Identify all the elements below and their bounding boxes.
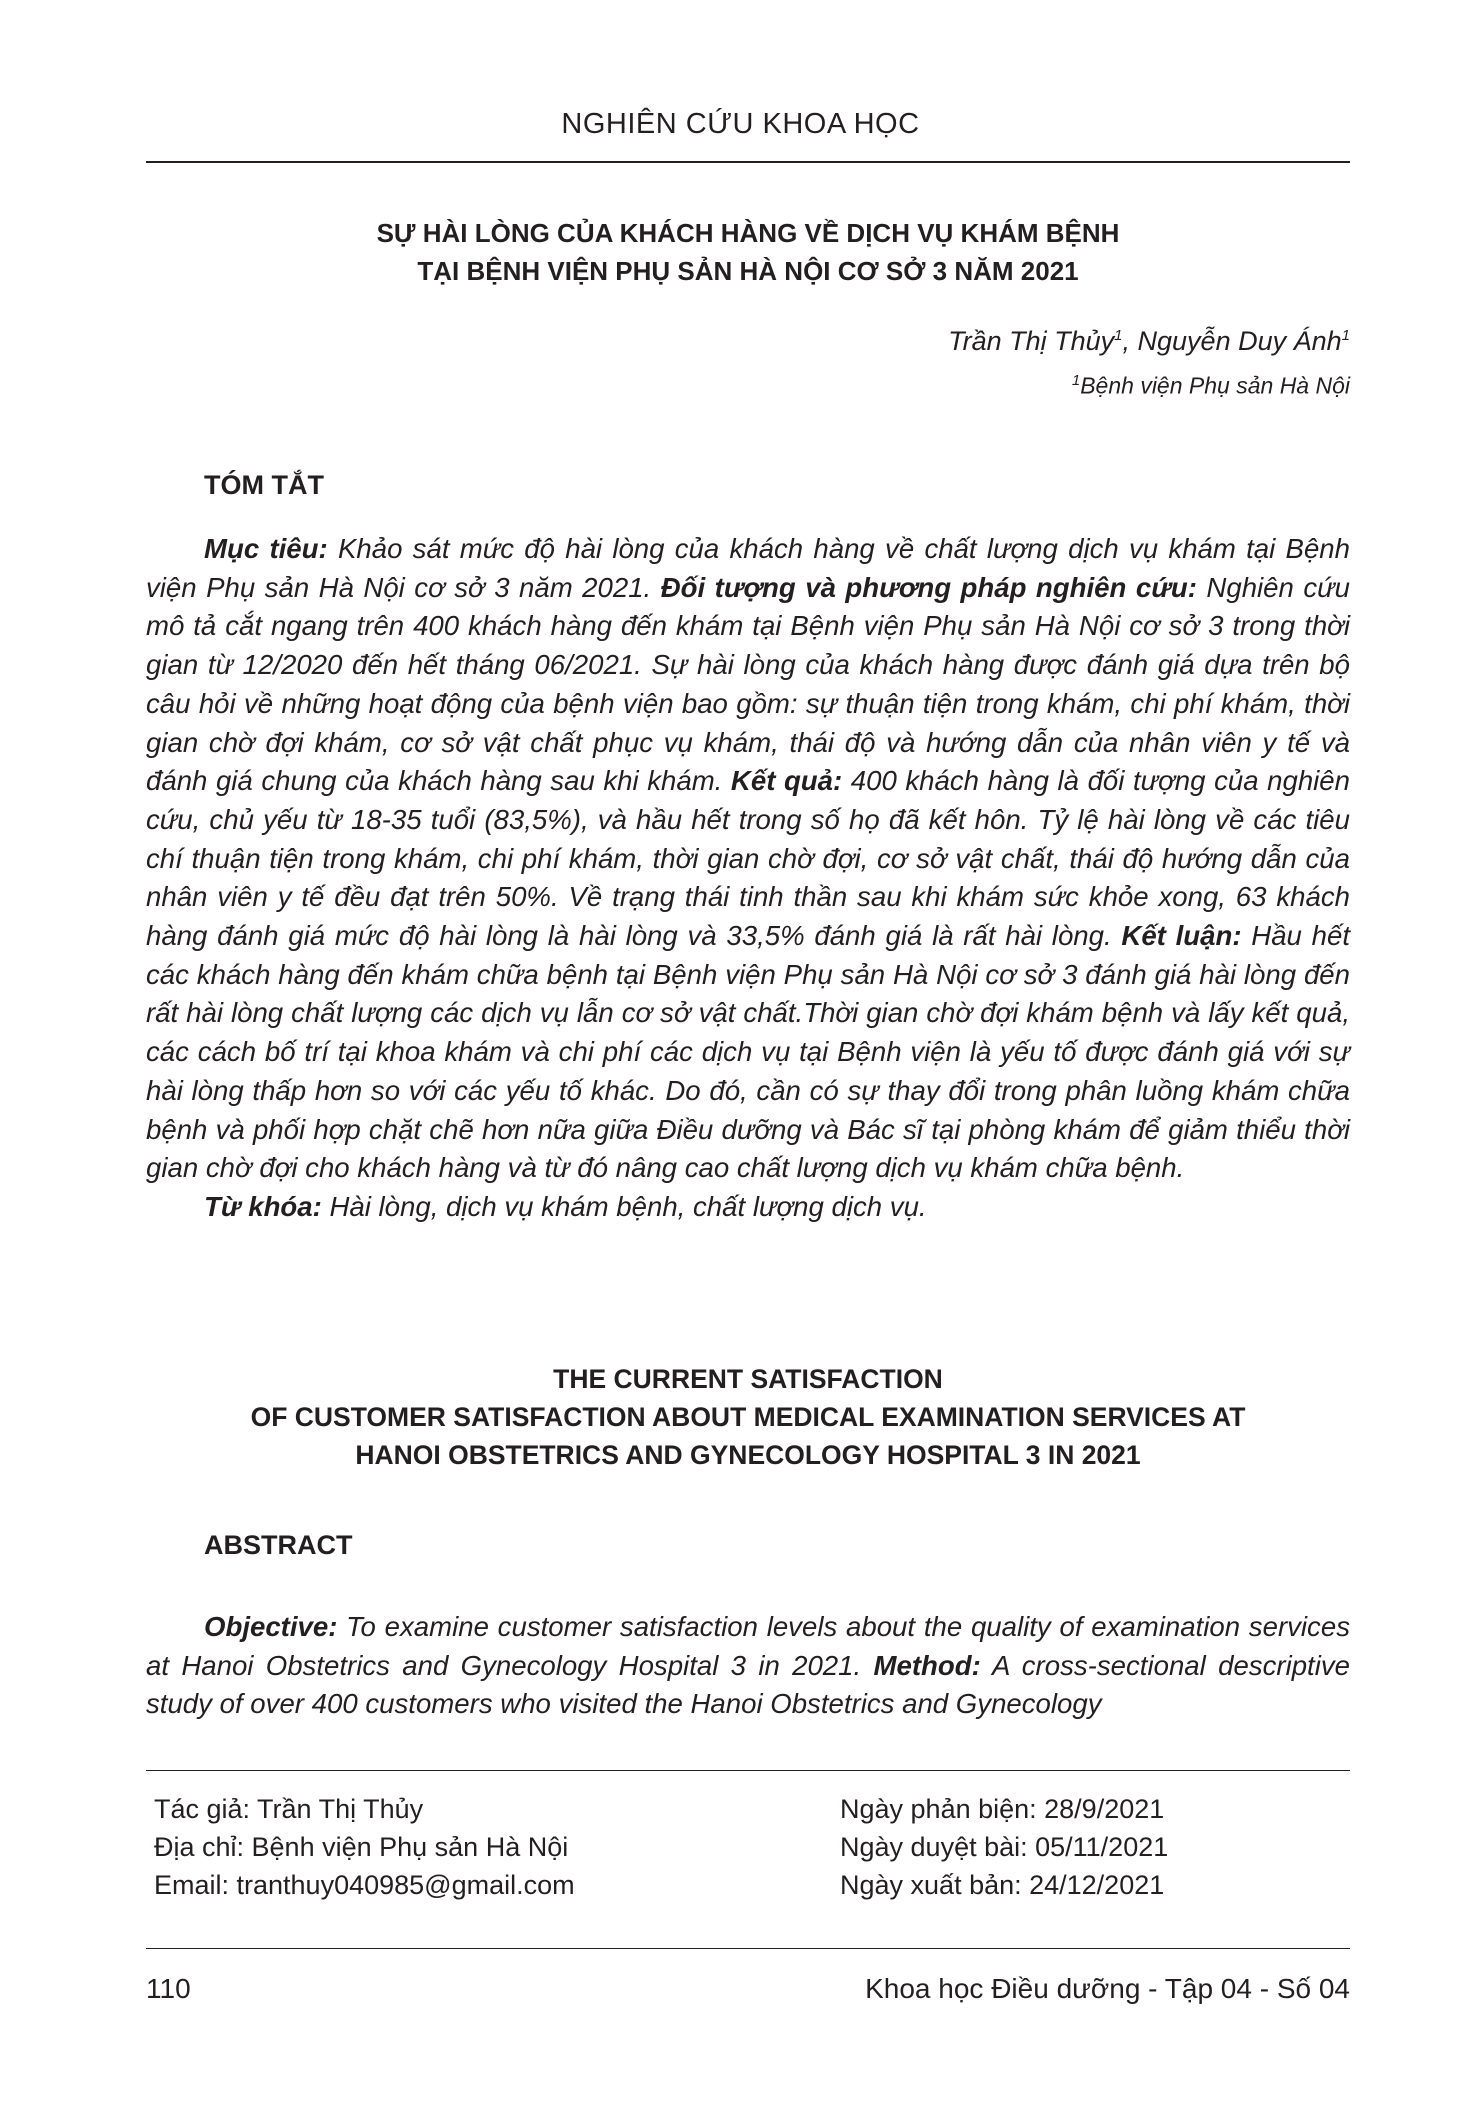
objective-label: Mục tiêu: [204,533,328,564]
keywords-paragraph [146,1188,1350,1227]
title-vn-line-1: SỰ HÀI LÒNG CỦA KHÁCH HÀNG VỀ DỊCH VỤ KHÁM BỆNH [376,218,1120,248]
title-en-line-1: THE CURRENT SATISFACTION [553,1364,943,1394]
summary-heading: TÓM TẮT [204,470,324,500]
title-vn-line-2: TẠI BỆNH VIỆN PHỤ SẢN HÀ NỘI CƠ SỞ 3 NĂM 2021 [417,256,1079,286]
affiliation-name: Bệnh viện Phụ sản Hà Nội [1080,372,1350,399]
header-rule [146,161,1350,163]
abstract-heading: ABSTRACT [204,1530,353,1560]
summary-body-vn [146,530,1350,1227]
article-title-en [146,1360,1350,1474]
conclusion-label: Kết luận: [1121,920,1242,952]
objective-text-en: To examine customer satisfaction levels about the quality of examination services at Hanoi Obstetrics and Gynecology Hospital 3 in 2021. [146,1611,1350,1681]
author-contact [154,1790,575,1904]
journal-name: Khoa học Điều dưỡng - Tập 04 - Số 04 [865,1973,1350,2004]
objective-text: Khảo sát mức độ hài lòng của khách hàng về chất lượng dịch vụ khám tại Bệnh viện Phụ sản Hà Nội cơ sở 3 năm 2021. [146,533,1350,603]
running-header: NGHIÊN CỨU KHOA HỌC [561,108,920,140]
title-en-line-3: HANOI OBSTETRICS AND GYNECOLOGY HOSPITAL 3 IN 2021 [355,1440,1141,1470]
keywords-label: Từ khóa: [204,1190,322,1222]
abstract-body-en [146,1608,1350,1724]
author-address: Địa chỉ: Bệnh viện Phụ sản Hà Nội [154,1832,569,1862]
page-number: 110 [146,1973,191,2004]
summary-paragraph [146,530,1350,1188]
author-affiliation-mark: 1 [1114,327,1123,344]
results-text: 400 khách hàng là đối tượng của nghiên cứu, chủ yếu từ 18-35 tuổi (83,5%), và hầu hết trong số họ đã kết hôn. Tỷ lệ hài lòng về các tiêu chí thuận tiện trong khám, chi phí khám, thời gian chờ đợi, cơ sở vật chất, thái độ hướng dẫn của nhân viên y tế đều đạt trên 50%. Về trạng thái tinh thần sau khi khám sức khỏe xong, 63 khách hàng đánh giá mức độ hài lòng là hài lòng và 33,5% đánh giá là rất hài lòng. [146,765,1350,952]
method-label: Đối tượng và phương pháp nghiên cứu: [660,571,1197,603]
conclusion-text: Hầu hết các khách hàng đến khám chữa bệnh tại Bệnh viện Phụ sản Hà Nội cơ sở 3 đánh giá hài lòng đến rất hài lòng chất lượng các dịch vụ lẫn cơ sở vật chất.Thời gian chờ đợi khám bệnh và lấy kết quả, các cách bố trí tại khoa khám và chi phí các dịch vụ tại Bệnh viện là yếu tố được đánh giá với sự hài lòng thấp hơn so với các yếu tố khác. Do đó, cần có sự thay đổi trong phân luồng khám chữa bệnh và phối hợp chặt chẽ hơn nữa giữa Điều dưỡng và Bác sĩ tại phòng khám để giảm thiểu thời gian chờ đợi cho khách hàng và từ đó nâng cao chất lượng dịch vụ khám chữa bệnh. [146,920,1351,1184]
method-label-en: Method: [873,1649,981,1681]
author-affiliation-mark: 1 [1341,327,1350,344]
method-text-en: A cross-sectional descriptive study of over 400 customers who visited the Hanoi Obstetrics and Gynecology [146,1649,1350,1720]
title-en-line-2: OF CUSTOMER SATISFACTION ABOUT MEDICAL EXAMINATION SERVICES AT [250,1402,1246,1432]
approval-date: Ngày duyệt bài: 05/11/2021 [840,1832,1169,1862]
author-name: Trần Thị Thủy [948,326,1115,356]
results-label: Kết quả: [730,765,843,797]
keywords-text: Hài lòng, dịch vụ khám bệnh, chất lượng dịch vụ. [321,1190,927,1222]
author-separator: , [1122,326,1138,356]
author-list [948,326,1350,357]
corresponding-author: Tác giả: Trần Thị Thủy [154,1794,424,1824]
affiliation-mark: 1 [1071,372,1081,389]
review-date: Ngày phản biện: 28/9/2021 [840,1794,1165,1824]
footnote-rule [146,1770,1350,1771]
abstract-paragraph [146,1608,1350,1724]
page-footer-rule [146,1948,1350,1949]
method-text: Nghiên cứu mô tả cắt ngang trên 400 khách hàng đến khám tại Bệnh viện Phụ sản Hà Nội cơ sở 3 trong thời gian từ 12/2020 đến hết tháng 06/2021. Sự hài lòng của khách hàng được đánh giá dựa trên bộ câu hỏi về những hoạt động của bệnh viện bao gồm: sự thuận tiện trong khám, chi phí khám, thời gian chờ đợi khám, cơ sở vật chất phục vụ khám, thái độ và hướng dẫn của nhân viên y tế và đánh giá chung của khách hàng sau khi khám. [146,571,1350,797]
article-dates [840,1790,1168,1904]
author-email: Email: tranthuy040985@gmail.com [154,1870,575,1900]
article-title-vn [146,214,1350,290]
author-name: Nguyễn Duy Ánh [1137,326,1342,356]
publish-date: Ngày xuất bản: 24/12/2021 [840,1870,1165,1900]
affiliation [1072,372,1350,400]
objective-label-en: Objective: [204,1611,338,1642]
